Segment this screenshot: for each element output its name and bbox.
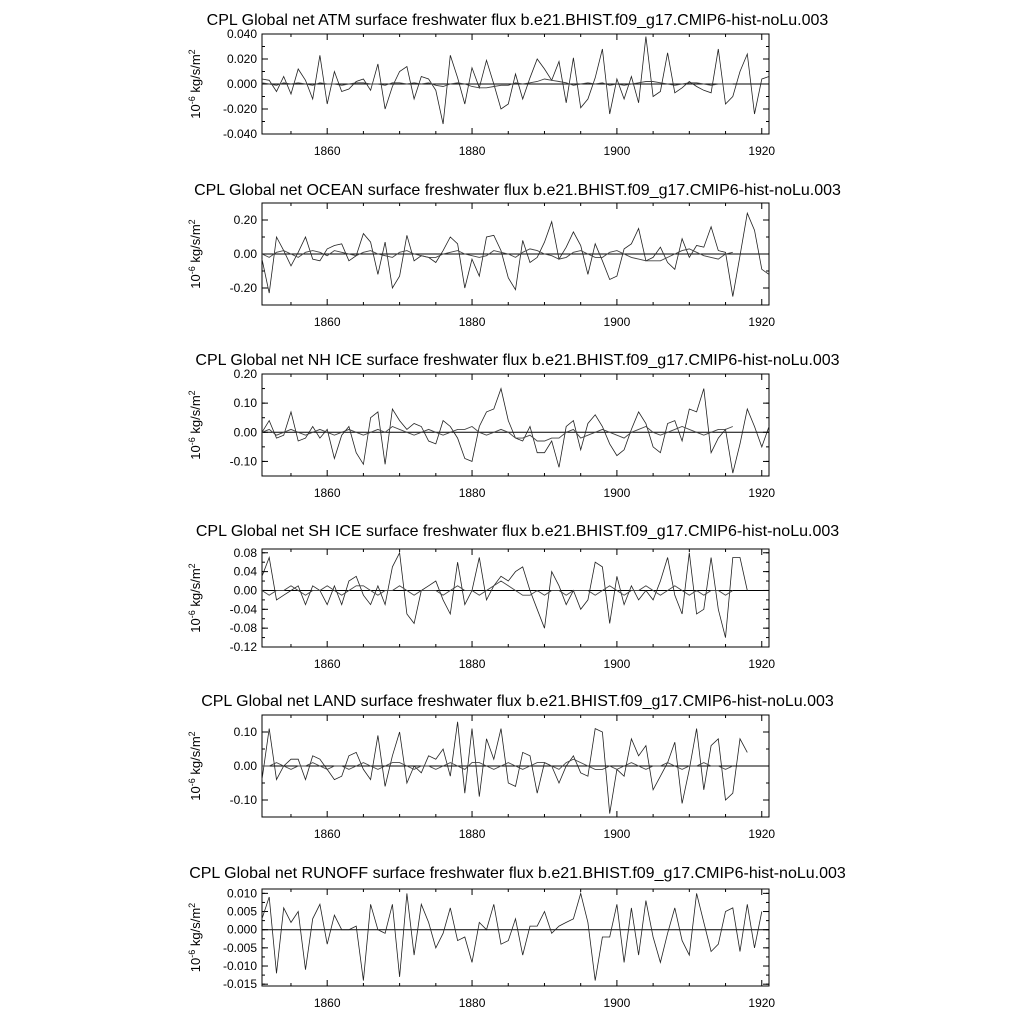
y-axis-label: $10^{-6}$ $kg/s/m^2$ <box>187 390 203 460</box>
panel-title: CPL Global net LAND surface freshwater flux b.e21.BHIST.f09_g17.CMIP6-hist-noLu.003 <box>201 693 834 710</box>
y-tick-label: 0.20 <box>233 213 257 227</box>
x-tick-label: 1920 <box>748 996 776 1010</box>
panel-3 <box>187 352 840 500</box>
panel-2 <box>187 182 841 329</box>
series-line-1 <box>262 553 747 638</box>
x-tick-label: 1860 <box>313 996 341 1010</box>
x-tick-label: 1860 <box>313 315 341 329</box>
series-line-1 <box>262 722 747 814</box>
y-tick-label: 0.010 <box>226 886 257 901</box>
x-tick-label: 1900 <box>603 144 631 158</box>
panel-title: CPL Global net ATM surface freshwater flux b.e21.BHIST.f09_g17.CMIP6-hist-noLu.003 <box>206 12 829 29</box>
series-line-1 <box>262 213 769 296</box>
x-tick-label: 1900 <box>603 315 631 329</box>
x-tick-label: 1880 <box>458 657 486 671</box>
x-tick-label: 1860 <box>313 827 341 841</box>
panel-1 <box>187 12 828 158</box>
y-tick-label: -0.10 <box>229 793 257 807</box>
y-tick-label: -0.08 <box>229 621 257 636</box>
y-tick-label: 0.10 <box>233 396 257 411</box>
y-axis-label: $10^{-6}$ $kg/s/m^2$ <box>187 902 203 973</box>
panel-title: CPL Global net NH ICE surface freshwater flux b.e21.BHIST.f09_g17.CMIP6-hist-noLu.003 <box>195 352 840 369</box>
x-tick-label: 1860 <box>313 144 341 158</box>
plot-frame <box>262 889 769 986</box>
y-tick-label: 0.08 <box>233 545 257 560</box>
panel-6 <box>187 865 846 1010</box>
y-tick-label: -0.12 <box>229 640 257 654</box>
y-axis-label: $10^{-6}$ $kg/s/m^2$ <box>187 731 203 801</box>
x-tick-label: 1880 <box>458 144 486 158</box>
x-tick-label: 1860 <box>313 657 341 671</box>
y-tick-label: 0.000 <box>226 77 257 91</box>
x-tick-label: 1900 <box>603 996 631 1010</box>
x-tick-label: 1900 <box>603 657 631 671</box>
x-tick-label: 1920 <box>748 315 776 329</box>
y-tick-label: 0.00 <box>233 247 257 261</box>
plot-frame <box>262 549 769 647</box>
panel-title: CPL Global net RUNOFF surface freshwater flux b.e21.BHIST.f09_g17.CMIP6-hist-noLu.003 <box>189 865 846 882</box>
panel-5 <box>187 693 834 841</box>
series-line-2 <box>262 759 733 769</box>
y-tick-label: 0.20 <box>233 367 257 381</box>
y-tick-label: 0.00 <box>233 759 257 773</box>
y-axis-label: $10^{-6}$ $kg/s/m^2$ <box>187 219 203 289</box>
series-line-2 <box>262 581 733 595</box>
x-tick-label: 1880 <box>458 827 486 841</box>
x-tick-label: 1920 <box>748 144 776 158</box>
x-tick-label: 1920 <box>748 486 776 500</box>
x-tick-label: 1900 <box>603 827 631 841</box>
y-tick-label: 0.00 <box>233 583 257 598</box>
y-tick-label: 0.040 <box>226 27 257 41</box>
y-tick-label: 0.000 <box>226 922 257 937</box>
x-tick-label: 1880 <box>458 996 486 1010</box>
y-tick-label: 0.005 <box>226 904 257 919</box>
series-line-1 <box>262 37 769 125</box>
y-axis-label: $10^{-6}$ $kg/s/m^2$ <box>187 49 203 119</box>
y-tick-label: 0.04 <box>233 564 257 579</box>
panel-title: CPL Global net OCEAN surface freshwater flux b.e21.BHIST.f09_g17.CMIP6-hist-noLu.003 <box>194 182 841 199</box>
y-tick-label: 0.10 <box>233 725 257 739</box>
y-tick-label: 0.020 <box>226 52 257 66</box>
series-line-2 <box>262 427 733 442</box>
y-tick-label: -0.015 <box>222 977 257 992</box>
x-tick-label: 1900 <box>603 486 631 500</box>
y-tick-label: -0.020 <box>222 102 257 116</box>
y-tick-label: 0.00 <box>233 425 257 440</box>
panel-title: CPL Global net SH ICE surface freshwater flux b.e21.BHIST.f09_g17.CMIP6-hist-noLu.003 <box>195 523 840 540</box>
y-tick-label: -0.10 <box>229 454 257 469</box>
x-tick-label: 1920 <box>748 657 776 671</box>
y-axis-label: $10^{-6}$ $kg/s/m^2$ <box>187 563 203 633</box>
plot-frame <box>262 374 769 476</box>
x-tick-label: 1920 <box>748 827 776 841</box>
y-tick-label: -0.04 <box>229 602 257 617</box>
y-tick-label: -0.005 <box>222 940 257 955</box>
y-tick-label: -0.20 <box>229 281 257 295</box>
panel-4 <box>187 523 839 671</box>
y-tick-label: -0.040 <box>222 127 257 141</box>
x-tick-label: 1880 <box>458 315 486 329</box>
x-tick-label: 1880 <box>458 486 486 500</box>
x-tick-label: 1860 <box>313 486 341 500</box>
series-line-1 <box>262 893 762 980</box>
y-tick-label: -0.010 <box>222 959 257 974</box>
